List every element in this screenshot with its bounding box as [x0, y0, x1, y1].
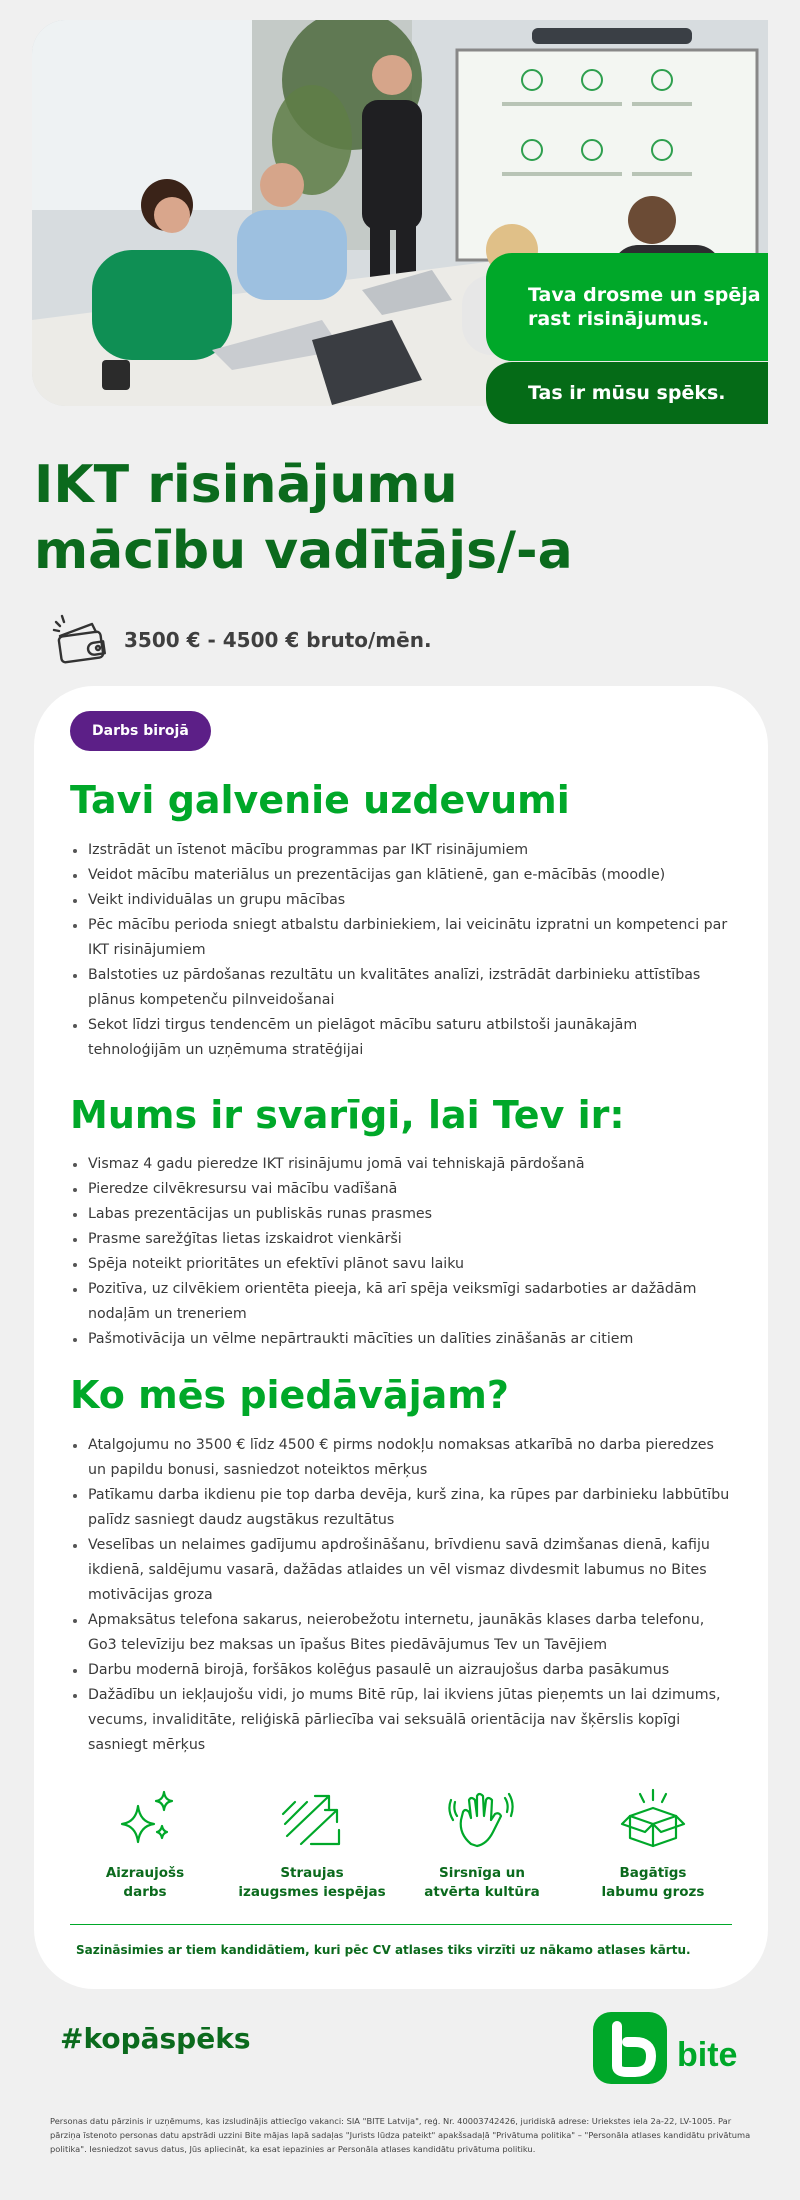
- list-item: Veselības un nelaimes gadījumu apdrošināšanu, brīvdienu savā dzimšanas dienā, kafiju ikdienā, saldējumu vasarā, dažādas atlaides un vēl vismaz divdesmit labumus no Bites motivācijas groza: [70, 1533, 730, 1608]
- list-item: Darbu modernā birojā, foršākos kolēģus pasaulē un aizraujošus darba pasākumus: [70, 1658, 730, 1683]
- divider: [70, 1924, 732, 1925]
- hero-tagline-primary: Tava drosme un spēja rast risinājumus.: [486, 253, 768, 361]
- feature-label: darbs: [123, 1884, 167, 1900]
- feature-label: atvērta kultūra: [424, 1884, 540, 1900]
- hashtag: #kopāspēks: [60, 2022, 251, 2055]
- feature-label: Aizraujošs: [105, 1865, 185, 1881]
- requirements-heading: Mums ir svarīgi, lai Tev ir:: [70, 1093, 625, 1137]
- list-item: Veidot mācību materiālus un prezentācijas gan klātienē, gan e-mācībās (moodle): [70, 863, 730, 888]
- job-title: [34, 452, 754, 584]
- feature-label: labumu grozs: [601, 1884, 705, 1900]
- list-item: Pēc mācību perioda sniegt atbalstu darbiniekiem, lai veicinātu izpratni un kompetenci par IKT risinājumiem: [70, 913, 730, 963]
- growth-arrows-icon: [277, 1786, 347, 1852]
- feature-growth: [232, 1786, 392, 1902]
- list-item: Dažādību un iekļaujošu vidi, jo mums Bitē rūp, lai ikviens jūtas pieņemts un lai dzimums, vecums, invaliditāte, reliģiskā pārliecība vai seksuālā orientācija nav šķērslis kopīgi sasniegt mērķus: [70, 1683, 730, 1758]
- waving-hand-icon: [447, 1786, 517, 1852]
- offer-heading: Ko mēs piedāvājam?: [70, 1373, 509, 1417]
- salary-range: 3500 € - 4500 € bruto/mēn.: [124, 628, 432, 652]
- requirements-list: [70, 1152, 730, 1352]
- hero-tagline-secondary: Tas ir mūsu spēks.: [486, 362, 768, 424]
- tasks-heading: Tavi galvenie uzdevumi: [70, 778, 570, 822]
- sparkles-icon: [110, 1786, 180, 1852]
- feature-label: Bagātīgs: [619, 1865, 687, 1881]
- tasks-list: [70, 838, 730, 1063]
- list-item: Pieredze cilvēkresursu vai mācību vadīšanā: [70, 1177, 730, 1202]
- list-item: Spēja noteikt prioritātes un efektīvi plānot savu laiku: [70, 1252, 730, 1277]
- list-item: Atalgojumu no 3500 € līdz 4500 € pirms nodokļu nomaksas atkarībā no darba pieredzes un papildu bonusi, sasniedzot noteiktos mērķus: [70, 1433, 730, 1483]
- feature-exciting-work: [65, 1786, 225, 1902]
- salary-row: [52, 614, 432, 666]
- feature-culture: [402, 1786, 562, 1902]
- list-item: Patīkamu darba ikdienu pie top darba devēja, kurš zina, ka rūpes par darbinieku labbūtību palīdz sasniegt daudz augstākus rezultātus: [70, 1483, 730, 1533]
- feature-label: Straujas: [280, 1865, 344, 1881]
- list-item: Balstoties uz pārdošanas rezultātu un kvalitātes analīzi, izstrādāt darbinieku attīstības plānus kompetenču pilnveidošanai: [70, 963, 730, 1013]
- list-item: Veikt individuālas un grupu mācības: [70, 888, 730, 913]
- job-title-line-1: IKT risinājumu: [34, 455, 458, 515]
- legal-disclaimer: Personas datu pārzinis ir uzņēmums, kas izsludinājis attiecīgo vakanci: SIA "BITE Latvija", reģ. Nr. 40003742426, juridiskā adrese: Uriekstes iela 2a-22, LV-1005. Par pārziņa īstenoto personas datu apstrādi uzzini Bite mājas lapā sadaļas "Jurists lūdza pateikt" apakšsadaļā "Privātuma politika" – "Personāla atlases kandidātu privātuma politika". Iesniedzot savus datus, Jūs apliecināt, ka esat iepazinies ar Personāla atlases kandidātu privātuma politiku.: [50, 2116, 751, 2154]
- benefit-features: [70, 1786, 730, 1906]
- offer-list: [70, 1433, 730, 1758]
- contact-note: Sazināsimies ar tiem kandidātiem, kuri pēc CV atlases tiks virzīti uz nākamo atlases kārtu.: [76, 1943, 691, 1957]
- list-item: Pozitīva, uz cilvēkiem orientēta pieeja, kā arī spēja veiksmīgi sadarboties ar dažādām nodaļām un treneriem: [70, 1277, 730, 1327]
- job-title-line-2: mācību vadītājs/-a: [34, 521, 573, 581]
- gift-box-icon: [618, 1786, 688, 1852]
- feature-label: izaugsmes iespējas: [238, 1884, 386, 1900]
- content-card: [34, 686, 768, 1989]
- bite-logo: [593, 2010, 753, 2086]
- feature-benefits: [573, 1786, 733, 1902]
- list-item: Izstrādāt un īstenot mācību programmas par IKT risinājumiem: [70, 838, 730, 863]
- list-item: Prasme sarežģītas lietas izskaidrot vienkārši: [70, 1227, 730, 1252]
- feature-label: Sirsnīga un: [439, 1865, 525, 1881]
- list-item: Vismaz 4 gadu pieredze IKT risinājumu jomā vai tehniskajā pārdošanā: [70, 1152, 730, 1177]
- logo-wordmark: bite: [677, 2036, 738, 2074]
- list-item: Sekot līdzi tirgus tendencēm un pielāgot mācību saturu atbilstoši jaunākajām tehnoloģijām un uzņēmuma stratēģijai: [70, 1013, 730, 1063]
- work-location-badge: Darbs birojā: [70, 711, 211, 751]
- list-item: Labas prezentācijas un publiskās runas prasmes: [70, 1202, 730, 1227]
- list-item: Apmaksātus telefona sakarus, neierobežotu internetu, jaunākās klases darba telefonu, Go3 televīziju bez maksas un īpašus Bites piedāvājumus Tev un Tavējiem: [70, 1608, 730, 1658]
- list-item: Pašmotivācija un vēlme nepārtraukti mācīties un dalīties zināšanās ar citiem: [70, 1327, 730, 1352]
- wallet-icon: [52, 614, 112, 666]
